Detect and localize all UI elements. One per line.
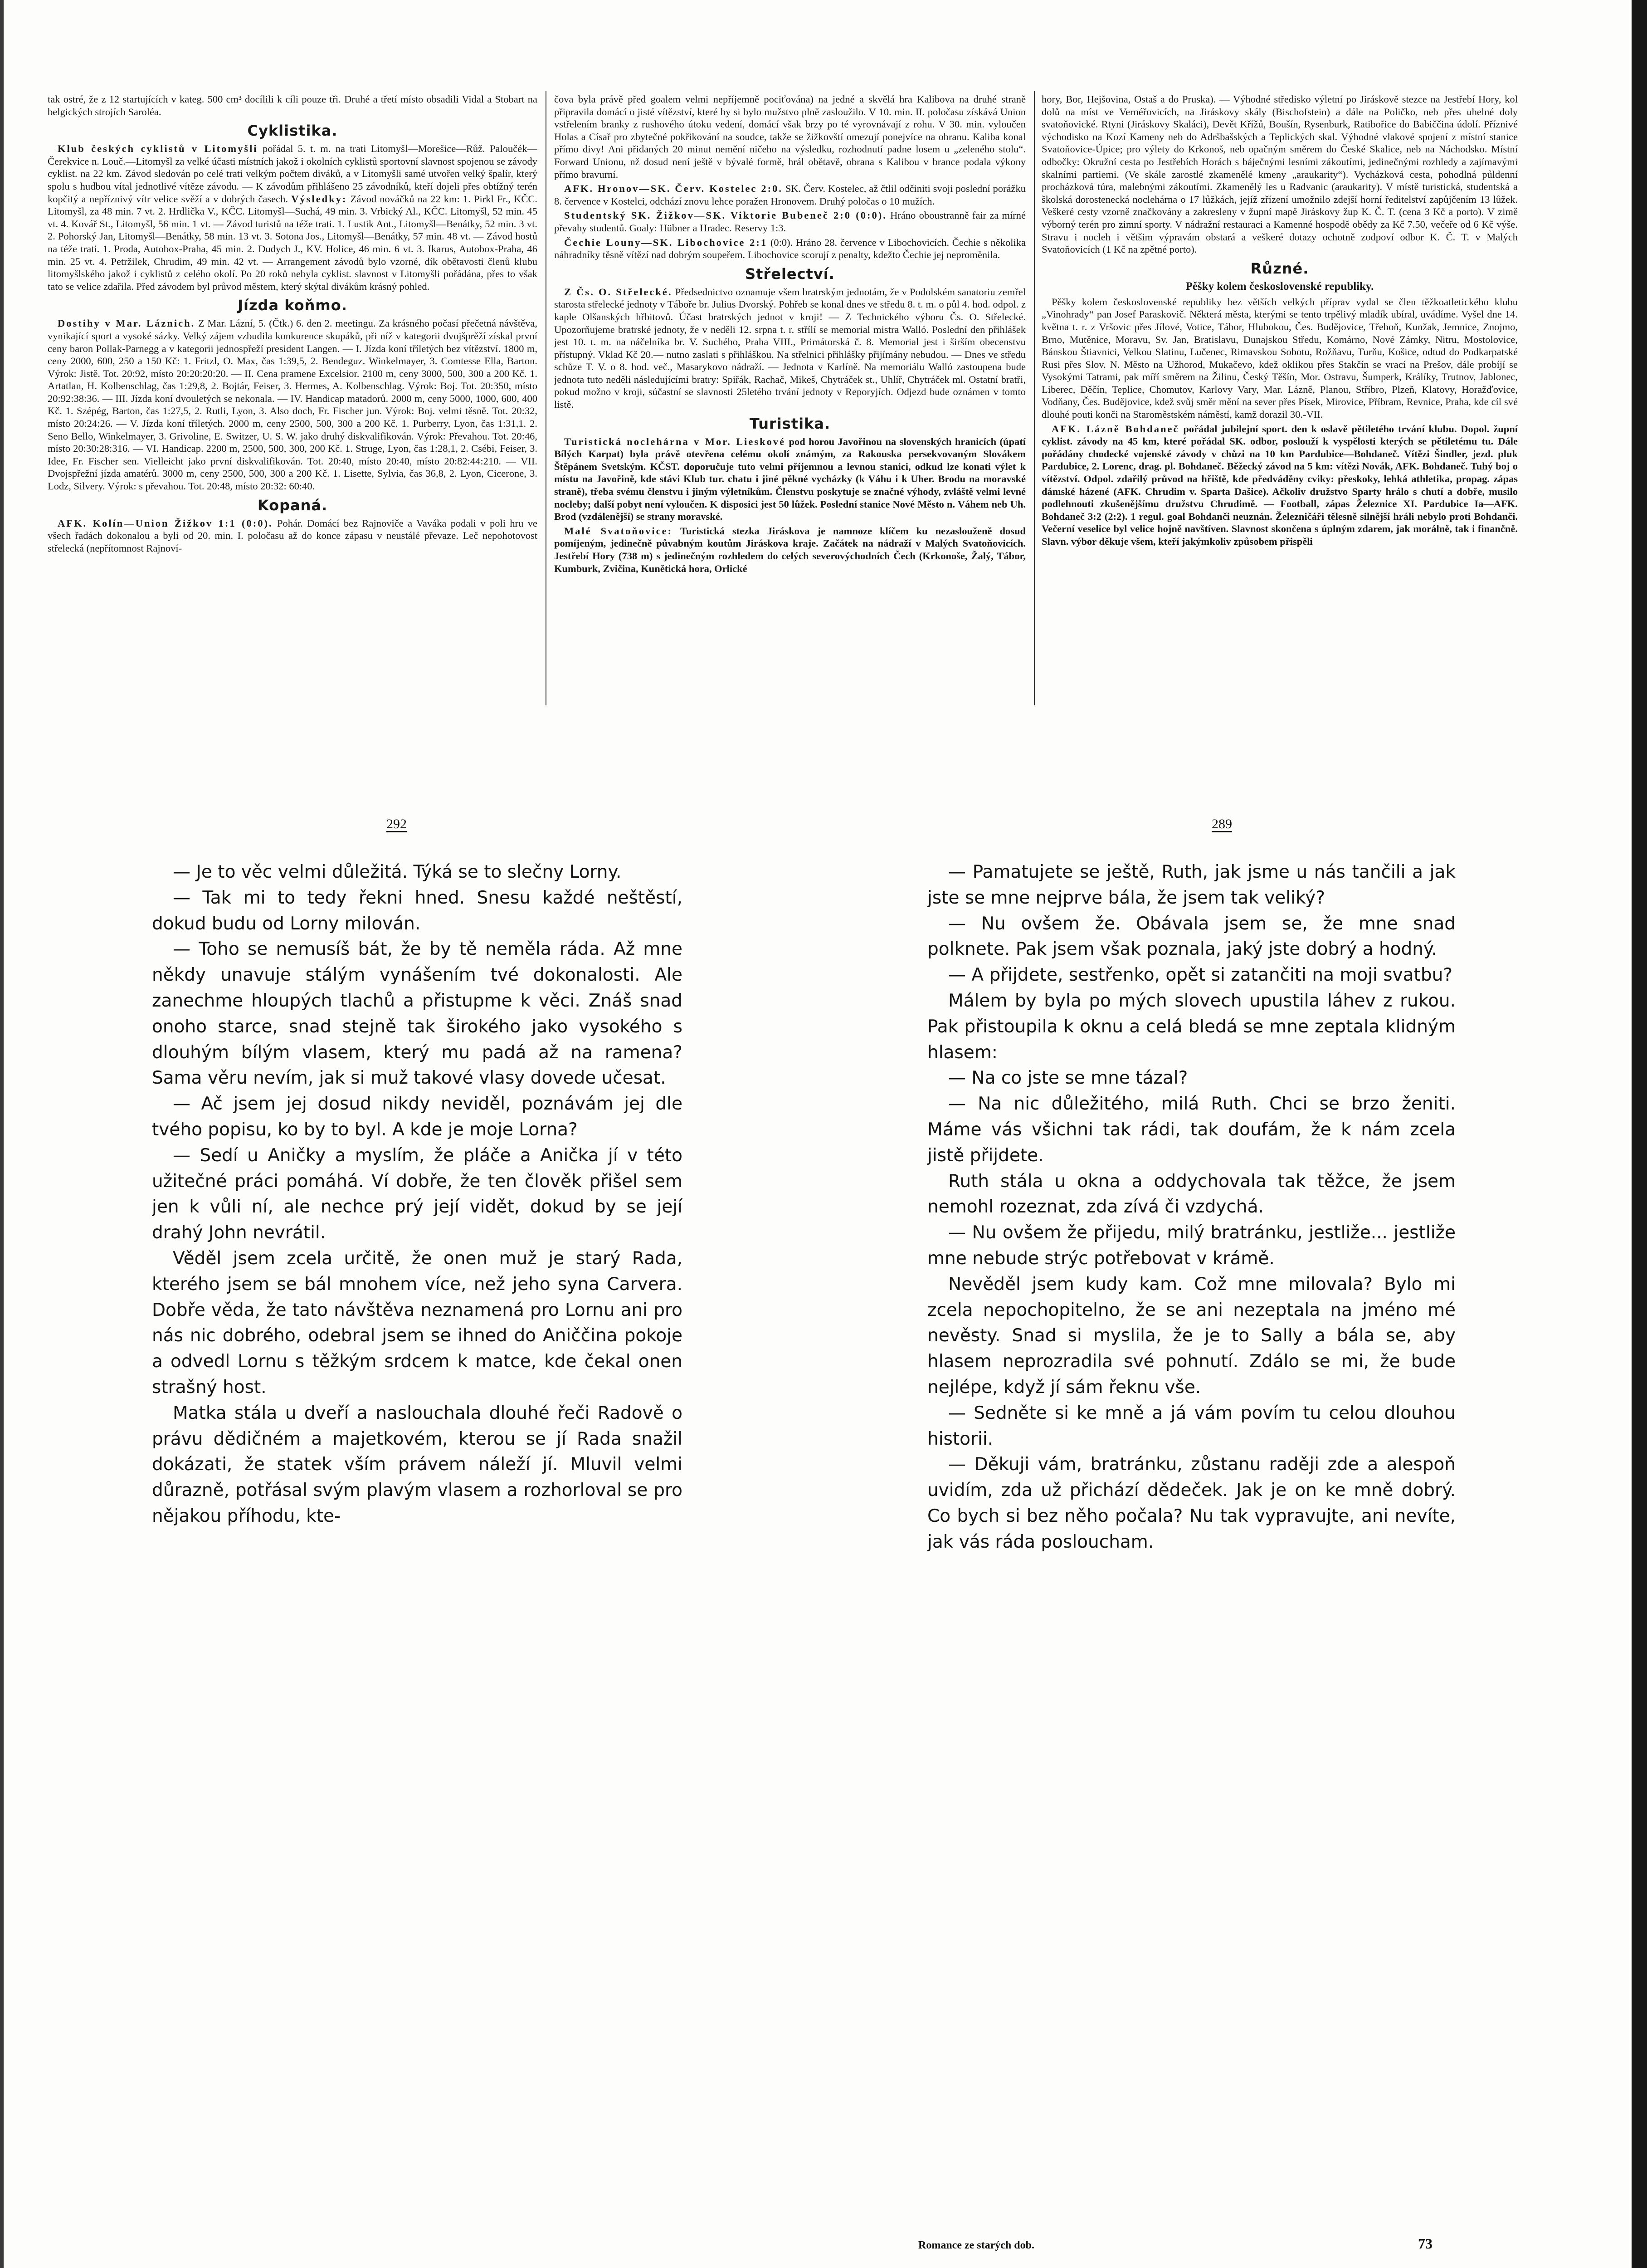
np-article-bohdanec [1042, 423, 1518, 548]
np-article-continued: čova byla právě před goalem velmi nepříjemně pociťována) na jedné a skvělá hra Kalibova na druhé straně připravila domácí o jisté vítězství, které by si bylo mužstvo plně zasloužilo. V 10. min. II. poločasu získává Union vstřelením branky z rushového útoku vedení, domácí však brzy po té vyrovnávají z rohu. V 30. min. vyloučen Holas a Císař pro zbytečné pokřikování na soudce, takže se žižkovští omezují ponejvíce na obranu. Kaliba konal přímo divy! Ani přidaných 20 minut nemění ničeho na výsledku, rozhodnutí padne losem u „zeleného stolu“. Forward Unionu, nž dosud není ještě v bývalé formě, hrál obětavě, obrana s Kalibou v brance podala výkony přímo bravurní. [554, 93, 1026, 180]
article-body: SK. Červ. Kostelec, až čtlil odčiniti svoji poslední porážku 8. července v Kostelci, odchází znovu lehce poražen Hronovem. Druhý poločas o 10 mužích. [554, 183, 1026, 207]
article-lead: Čechie Louny—SK. Libochovice 2:1 [564, 236, 768, 248]
novel-paragraph: — Ač jsem jej dosud nikdy neviděl, poznávám jej dle tvého popisu, ko by to byl. A kde je moje Lorna? [152, 1094, 682, 1140]
article-lead: AFK. Kolín—Union Žižkov 1:1 (0:0). [58, 517, 273, 529]
np-article-cechie [554, 236, 1026, 261]
article-lead: Dostihy v Mar. Láznich. [58, 318, 195, 329]
np-article-kolin [48, 517, 537, 555]
np-article-continued: hory, Bor, Hejšovina, Ostaš a do Pruska). — Výhodné středisko výletní po Jiráskově stezce na Jestřebí Hory, kol dolů na míst ve Vernéřovicích, na Jiráskovy skály (Bischofstein) a dále na Poličko, neb přes uhelné doly svatoňovické. Rtyni (Jiráskovy Skaláci), Devět Křížů, Boušín, Rysenburk, Ratibořice do Babiččina údolí. Příznivé východisko na Kozí Kameny neb do Adršbašských a Teplických skal. Výhodné vlakové spojení z místní stanice Svatoňovice-Úpice; pro výlety do Krkonoš, neb opačným směrem do České Skalice, neb na Náchodsko. Místní odbočky: Okružní cesta po Jestřebích Horách s báječnými lesními zákoutími, jedinečnými rozhledy a zajímavými skalními partiemi. (Ve skále zarostlé zkamenělé kmeny „araukarity“). Vycházková cesta, pohodlná půldenní procházková túra, malebnými zákoutími. Zkamenělý les u Radvanic (araukarity). V místě turistická, studentská a školská dorostenecká noclehárna o 17 lůžkách, jejíž zřízení umožnilo zdejší horní ředitelství zapůjčením 13 lůžek. Veškeré cesty vzorně značkovány a zakresleny v župní mapě Jiráskovy žup K. Č. T. (cena 3 Kč a porto). V zimě výborný terén pro zimní sporty. V nádražní restauraci a Kamenné hospodě obědy za Kč 7.50, večeře od 6 Kč výše. Stravu i nocleh i většim výpravám obstará a veškeré dotazy ochotně zodpoví odbor K. Č. T. v Malých Svatoňovicích (1 Kč na zpětné porto). [1042, 93, 1518, 255]
np-article-nocleharna [554, 435, 1026, 523]
article-lead: Klub českých cyklistů v Litomyšli [58, 143, 258, 155]
article-body: pod horou Javořinou na slovenských hranicích (úpatí Bílých Karpat) byla právě otevřena celému okolí známým, za Rakouska persekvovaným Slovákem Štěpánem Svetským. KČST. doporučuje tuto velmi příjemnou a levnou stanici, odkud lze konati výlet k místu na Javořině, kde stávi Klub tur. chatu i jiné pěkné vycházky (k Váhu i k Uher. Brodu na moravské straně), třeba svému členstvu i jiným výletníkům. Členstvu poskytuje se značné výhody, zvláště velmi levné nocleby; další pobyt není vyloučen. K disposici jest 50 lůžek. Poslední stanice Nové Město n. Váhem neb Uh. Brod (vzdálenější) se strany moravské. [554, 435, 1026, 523]
novel-paragraph: — Pamatujete se ještě, Ruth, jak jsme u nás tančili a jak jste se mne nejprve bála, že jsem tak veliký? [927, 862, 1456, 908]
novel-column-left [152, 860, 682, 2225]
np-article-pesky: Pěšky kolem československé republiky bez větších velkých příprav vydal se člen těžkoatletického klubu „Vinohrady“ pan Josef Paraskovič. Některá města, kterými se tento trpělivý mladík ubíral, uvádíme. Vyšel dne 14. května t. r. z Vršovic přes Jílové, Votice, Tábor, Hlubokou, Čes. Budějovice, Třeboň, Kunžak, Jemnice, Znojmo, Brno, Mutěnice, Moravu, Sv. Jan, Bratislavu, Dunajskou Středu, Komárno, Nové Zámky, Nitru, Mostolovice, Bánskou Štiavnici, Velkou Slatinu, Lučenec, Rimavskou Sobotu, Rožňavu, Turňu, Košice, odtud do Podkarpatské Rusi přes Slov. N. Město na Užhorod, Mukačevo, kdež oklikou přes Stakčín se vrací na Prešov, dále probíjí se Vysokými Tatrami, pak míří směrem na Žilinu, Český Těšín, Mor. Ostravu, Šumperk, Králíky, Trutnov, Jablonec, Liberec, Děčín, Teplice, Chomutov, Karlovy Vary, Mar. Lázně, Planou, Stříbro, Plzeň, Klatovy, Horažďovice, Vodňany, Čes. Budějovice, kdež svůj směr mění na sever přes Písek, Mirovice, Příbram, Revnice, Praha, kde cíl své dlouhé pouti konči na Staroměstském náměstí, kamž dorazil 30.-VII. [1042, 296, 1518, 420]
subheading-pesky: Pěšky kolem československé republiky. [1185, 280, 1374, 293]
article-body: Z Mar. Lázní, 5. (Čtk.) 6. den 2. meetingu. Za krásného počasí přečetná návštěva, vynikající sport a vysoké sázky. Velký zájem vzbudila konkurence skupáků, při níž v kategorii dvojšprěží získal první ceny baron Pollak-Parnegg a v kategorii jednospřeží president Langen. — I. Jízda koní tříletých bez vítězství. 1800 m, ceny 2000, 600, 250 a 150 Kč: 1. Fritzl, O. Max, čas 1:39,5, 2. Bendeguz. Winkelmayer, 3. Comtesse Ella, Barton. Výrok: Jistě. Tot. 20:92, místo 20:20:20:20. — II. Cena pramene Excelsior. 2100 m, ceny 3000, 500, 300 a 200 Kč. 1. Artatlan, H. Kolbenschlag, čas 1:29,8, 2. Bojtár, Feiser, 3. Hermes, A. Kolbenschlag. Výrok: Boj. Tot. 20:350, místo 20:92:38:36. — III. Jízda koní dvouletých se nekonala. — IV. Handicap matadorů. 2000 m, ceny 5000, 1000, 600, 400 Kč. 1. Szépég, Barton, čas 1:27,5, 2. Rutli, Lyon, 3. Also doch, Fr. Fischer jun. Výrok: Boj. velmi těsně. Tot. 20:32, místo 20:24:26. — V. Jízda koní tříletých. 2000 m, ceny 2500, 500, 300 a 200 Kč. 1. Purberry, Lyon, čas 1:31,1. 2. Seno Bello, Winkelmayer, 3. Grivoline, E. Switzer, U. S. W. jako druhý diskvalifikován. Výrok: Převahou. Tot. 20:46, místo 20:30:28:316. — VI. Handicap. 2200 m, 2500, 500, 300, 200 Kč. 1. Struge, Lyon, čas 1:28,1, 2. Csébi, Feiser, 3. Idee, Fr. Fischer sen. Vielleicht jako první diskvalifikován. Tot. 20:40, místo 20:40, místo 20:82:44:210. — VII. Dvojspřežní jízda amatérů. 3000 m, ceny 2500, 500, 300 a 200 Kč. 1. Lisette, Sylvia, čas 36,8, 2. Lyon, Cicerone, 3. Lodz, Silvery. Výrok: s převahou. Tot. 20:48, místo 20:32: 60:40. [48, 318, 537, 492]
np-article-cyklisti [48, 142, 537, 293]
novel-paragraph: — Nu ovšem že přijedu, milý bratránku, jestliže... jestliže mne nebude strýc potřebovat v krámě. [927, 1222, 1456, 1269]
column-rule [1034, 91, 1035, 705]
running-footer-page: 73 [1418, 2235, 1433, 2252]
page-number-left: 292 [386, 816, 407, 831]
np-intro: tak ostré, že z 12 startujících v kateg. 500 cm³ docílili k cíli pouze tři. Druhé a třetí místo obsadili Vidal a Stobart na belgických strojích Saroléa. [48, 93, 537, 117]
novel-paragraph: Nevěděl jsem kudy kam. Což mne milovala? Bylo mi zcela nepochopitelno, že se ani nezeptala na jméno mé nevěsty. Snad si myslila, že je to Sally a bála se, aby hlasem neprozradila své pohnutí. Zdálo se mi, že bude nejlépe, když jí sám řeknu vše. [927, 1274, 1456, 1398]
heading-jizda-konmo: Jízda koňmo. [238, 297, 347, 314]
novel-paragraph: Matka stála u dveří a naslouchala dlouhé řeči Radově o právu dědičném a majetkovém, kterou se jí Rada snažil dokázati, že statek vším právem náleží jí. Mluvil velmi důrazně, potřásal svým plavým vlasem a rozhorloval se pro nějakou příhodu, kte- [152, 1403, 682, 1526]
novel-paragraph: — Nu ovšem že. Obávala jsem se, že mne snad polknete. Pak jsem však poznala, jaký jste dobrý a hodný. [927, 913, 1456, 960]
novel-paragraph: — Tak mi to tedy řekni hned. Snesu každé neštěstí, dokud budu od Lorny milován. [152, 887, 682, 934]
novel-paragraph: — A přijdete, sestřenko, opět si zatančiti na moji svatbu? [948, 965, 1453, 986]
novel-paragraph: — Děkuji vám, bratránku, zůstanu raději zde a alespoň uvidím, zda už přichází dědeček. Jak je on ke mně dobrý. Co bych si bez něho počala? Nu tak vypravujte, ani nevíte, jak vás ráda posloucham. [927, 1454, 1456, 1552]
np-article-strelecka [554, 286, 1026, 411]
scan-right-edge [1632, 0, 1647, 2268]
newspaper-column-2 [554, 93, 1026, 703]
novel-paragraph: — Na nic důležitého, milá Ruth. Chci se brzo ženiti. Máme vás všichni tak rádi, tak doufám, že k nám zcela jistě přijdete. [927, 1094, 1456, 1166]
novel-paragraph: — Je to věc velmi důležitá. Týká se to slečny Lorny. [173, 862, 622, 882]
article-lead: Malé Svatoňovice: [564, 525, 673, 537]
article-lead: AFK. Lázně Bohdaneč [1052, 423, 1179, 435]
running-footer-title: Romance ze starých dob. [918, 2239, 1034, 2251]
novel-paragraph: Málem by byla po mých slovech upustila láhev z rukou. Pak přistoupila k oknu a celá bledá se mne zeptala klidným hlasem: [927, 990, 1456, 1063]
novel-paragraph: Věděl jsem zcela určitě, že onen muž je starý Rada, kterého jsem se bál mnohem více, než jeho syna Carvera. Dobře věda, že tato návštěva neznamená pro Lornu ani pro nás nic dobrého, odebral jsem se ihned do Aniččina pokoje a odvedl Lornu s těžkým srdcem k matce, kde čekal onen strašný host. [152, 1248, 682, 1398]
np-article-hronov [554, 182, 1026, 207]
np-article-svatonovice [554, 525, 1026, 575]
novel-paragraph: Ruth stála u okna a oddychovala tak těžce, že jsem nemohl rozeznat, zda zívá či vzdychá. [927, 1171, 1456, 1217]
article-body: Turistická stezka Jiráskova je namnoze klíčem ku nezaslouženě dosud pomíjeným, jedinečně půvabným koutům Jiráskova kraje. Začátek na nádraží v Malých Svatoňovicích. Jestřebí Hory (738 m) s jedinečným rozhledem do celých severovýchodních Čech (Krkonoše, Žalý, Tábor, Kumburk, Zvičina, Kunětická hora, Orlické [554, 525, 1026, 574]
newspaper-column-3 [1042, 93, 1518, 703]
article-body: (0:0). Hráno 28. července v Libochovicích. Čechie s několika náhradníky těsně vítězí nad dobrým soupeřem. Libochovice scorují z penalty, kdežto Čechie jej neproměnila. [554, 236, 1026, 261]
article-body: Předsednictvo oznamuje všem bratrským jednotám, že v Podolském sanatoriu zemřel starosta střelecké jednoty v Táboře br. Julius Dvorský. Pohřeb se konal dnes ve středu 8. t. m. o půl 4. hod. odpol. z kaple Olšanských hřbitovů. Účast bratrských jednot v kroji! — Z Technického výboru Čs. O. Střelecké. Upozorňujeme bratrské jednoty, že v neděli 12. srpna t. r. střílí se memorial mistra Walló. Poslední den přihlášek jest 10. t. m. na náčelníka br. V. Suchého, Praha VIII., Primátorská č. 8. Memorial jest i širším obecenstvu přístupný. Vklad Kč 20.— nutno zaslati s přihláškou. Na střelnici přihlášky přijímány nebudou. — Dnes ve středu schůze T. V. o 8. hod. več., Masarykovo nádraží. — Jednota v Karlíně. Na memoriálu Walló zastoupena bude jednota tuto neděli následujícími bratry: Spiřák, Rachač, Mikeš, Chytráček st., Uhlíř, Chytráček ml. Ostatní bratři, pokud možno v kroji, súčastní se slavnosti 25letého trvání jednoty v Reporyjích. Odjezd bude oznámen v tomto listě. [554, 286, 1026, 411]
article-lead: AFK. Hronov—SK. Červ. Kostelec 2:0. [564, 183, 783, 195]
article-body: Pohár. Domácí bez Rajnoviče a Vaváka podali v poli hru ve všech řadách dokonalou a byli od 20. min. I. poločasu až do konce zápasu v neustálé převaze. Leč nepohotovost střelecká (nepřítomnost Rajnoví- [48, 517, 537, 554]
article-results-label: Výsledky: [291, 193, 347, 205]
heading-strelectvi: Střelectví. [745, 265, 835, 283]
article-body: pořádal 5. t. m. na trati Litomyšl—Morešice—Růž. Paloučék—Čerekvice n. Louč.—Litomyšl za velké účasti místních jakož i okolních cyklistů sportovní slavnost spojenou se závody cyklist. na 22 km. Závod sledován po celé trati velkým počtem diváků, a v Litomyšli samé utvořen velký špalír, který spolu s hudbou vítal jednotlivé vítěze závodu. — K závodům přihlášeno 25 závodníků, kteří dojeli přes obtížný terén kopčitý a nepříznivý vítr velice svěží a v dobrých časech. [48, 143, 537, 205]
article-results: Závod nováčků na 22 km: 1. Pirkl Fr., KČC. Litomyšl, za 48 min. 7 vt. 2. Hrdlička V., KČC. Litomyšl—Suchá, 49 min. 3. Vrbický Al., KČC. Litomyšl, 52 min. 45 vt. 4. Kovář St., Litomyšl, 56 min. 1 vt. — Závod turistů na téže trati. 1. Lustik Ant., Litomyšl—Benátky, 52 min. 3 vt. 2. Pohorský Jan, Litomyšl—Benátky, 58 min. 13 vt. 3. Sotona Jos., Litomyšl—Benátky, 57 min. 48 vt. — Závod hostů na téže trati. 1. Proda, Autobox-Praha, 45 min. 2. Dudych J., KV. Holice, 46 min. 6 vt. 3. Ikarus, Autobox-Praha, 46 min. 25 vt. 4. Petržilek, Chrudim, 49 min. 42 vt. — Arrangement závodů bylo vzorné, dík obětavosti členů klubu litomyšlského jakož i cyklistů z celého okolí. Po 20 roků nebyla cyklist. slavnost v Litomyšli pořádána, přes to však tato se velice zdařila. Před závodem byl průvod městem, který skýtal divákům krásný pohled. [48, 193, 537, 292]
article-lead: Turistická noclehárna v Mor. Lieskové [564, 435, 786, 447]
novel-paragraph: — Sedněte si ke mně a já vám povím tu celou dlouhou historii. [927, 1403, 1456, 1449]
heading-ruzne: Různé. [1250, 259, 1309, 277]
newspaper-column-1 [48, 93, 537, 703]
article-body: pořádal jubilejní sport. den k oslavě pětiletého trvání klubu. Dopol. župní cyklist. závody na 45 km, které pořádal SK. odbor, poslouží k vyspělosti kterých se pětiletému tu. Dále pořádány chodecké vojenské závody v chůzi na 10 km Pardubice—Bohdaneč. Vítězi Šindler, jezd. pluk Pardubice, 2. Lorenc, drag. pl. Bohdaneč. Běžecký závod na 5 km: vítězi Novák, AFK. Bohdaneč. Tuhý boj o vítězství. Odpol. zdařilý průvod na hřiště, kde předváděny cviky: přeskoky, lehká athletika, propag. zápas dámské házené (AFK. Chrudim v. Sparta Dašice). Ačkoliv družstvo Sparty hrálo s chutí a dobře, musilo podlehnouti zkušenějšímu družstvu Chrudimě. — Football, zápas Železnice XI. Pardubice Ia—AFK. Bohdaneč 3:2 (2:2). 1 regul. goal Bohdanči neuznán. Železničáři tělesně silnější hráli nebylo proti Bohdanči. Večerní veselice byl velice hojně navštíven. Slavnost skončena s úplným zdarem, jak morálně, tak i finančně. Slavn. výbor děkuje všem, kteří jakýmkoliv způsobem přispěli [1042, 423, 1518, 547]
novel-paragraph: — Na co jste se mne tázal? [948, 1068, 1188, 1089]
np-article-dostihy [48, 317, 537, 492]
novel-column-right [927, 860, 1456, 2225]
heading-cyklistika: Cyklistika. [247, 122, 338, 140]
np-article-studentsky [554, 209, 1026, 234]
scan-left-edge [0, 0, 4, 2268]
novel-paragraph: — Sedí u Aničky a myslím, že pláče a Anička jí v této užitečné práci pomáhá. Ví dobře, že ten člověk přišel sem jen k vůli ní, ale nechce prý její vidět, dokud by se její drahý John nevrátil. [152, 1145, 682, 1243]
page-number-right: 289 [1212, 816, 1232, 831]
article-body: Hráno oboustranně fair za mírné převahy studentů. Goaly: Hübner a Hradec. Reservy 1:3. [554, 210, 1026, 234]
heading-kopana: Kopaná. [257, 496, 328, 514]
heading-turistika: Turistika. [749, 415, 831, 432]
novel-paragraph: — Toho se nemusíš bát, že by tě neměla ráda. Až mne někdy unavuje stálým vynášením tvé dokonalosti. Ale zanechme hloupých tlachů a přistupme k věci. Znáš snad onoho starce, snad stejně tak širokého jako vysokého s dlouhým bílým vlasem, který mu padá až na ramena? Sama věru nevím, jak si muž takové vlasy dovede učesat. [152, 939, 682, 1089]
article-lead: Studentský SK. Žižkov—SK. Viktorie Bubeneč 2:0 (0:0). [564, 210, 887, 221]
article-lead: Z Čs. O. Střelecké. [564, 286, 672, 298]
